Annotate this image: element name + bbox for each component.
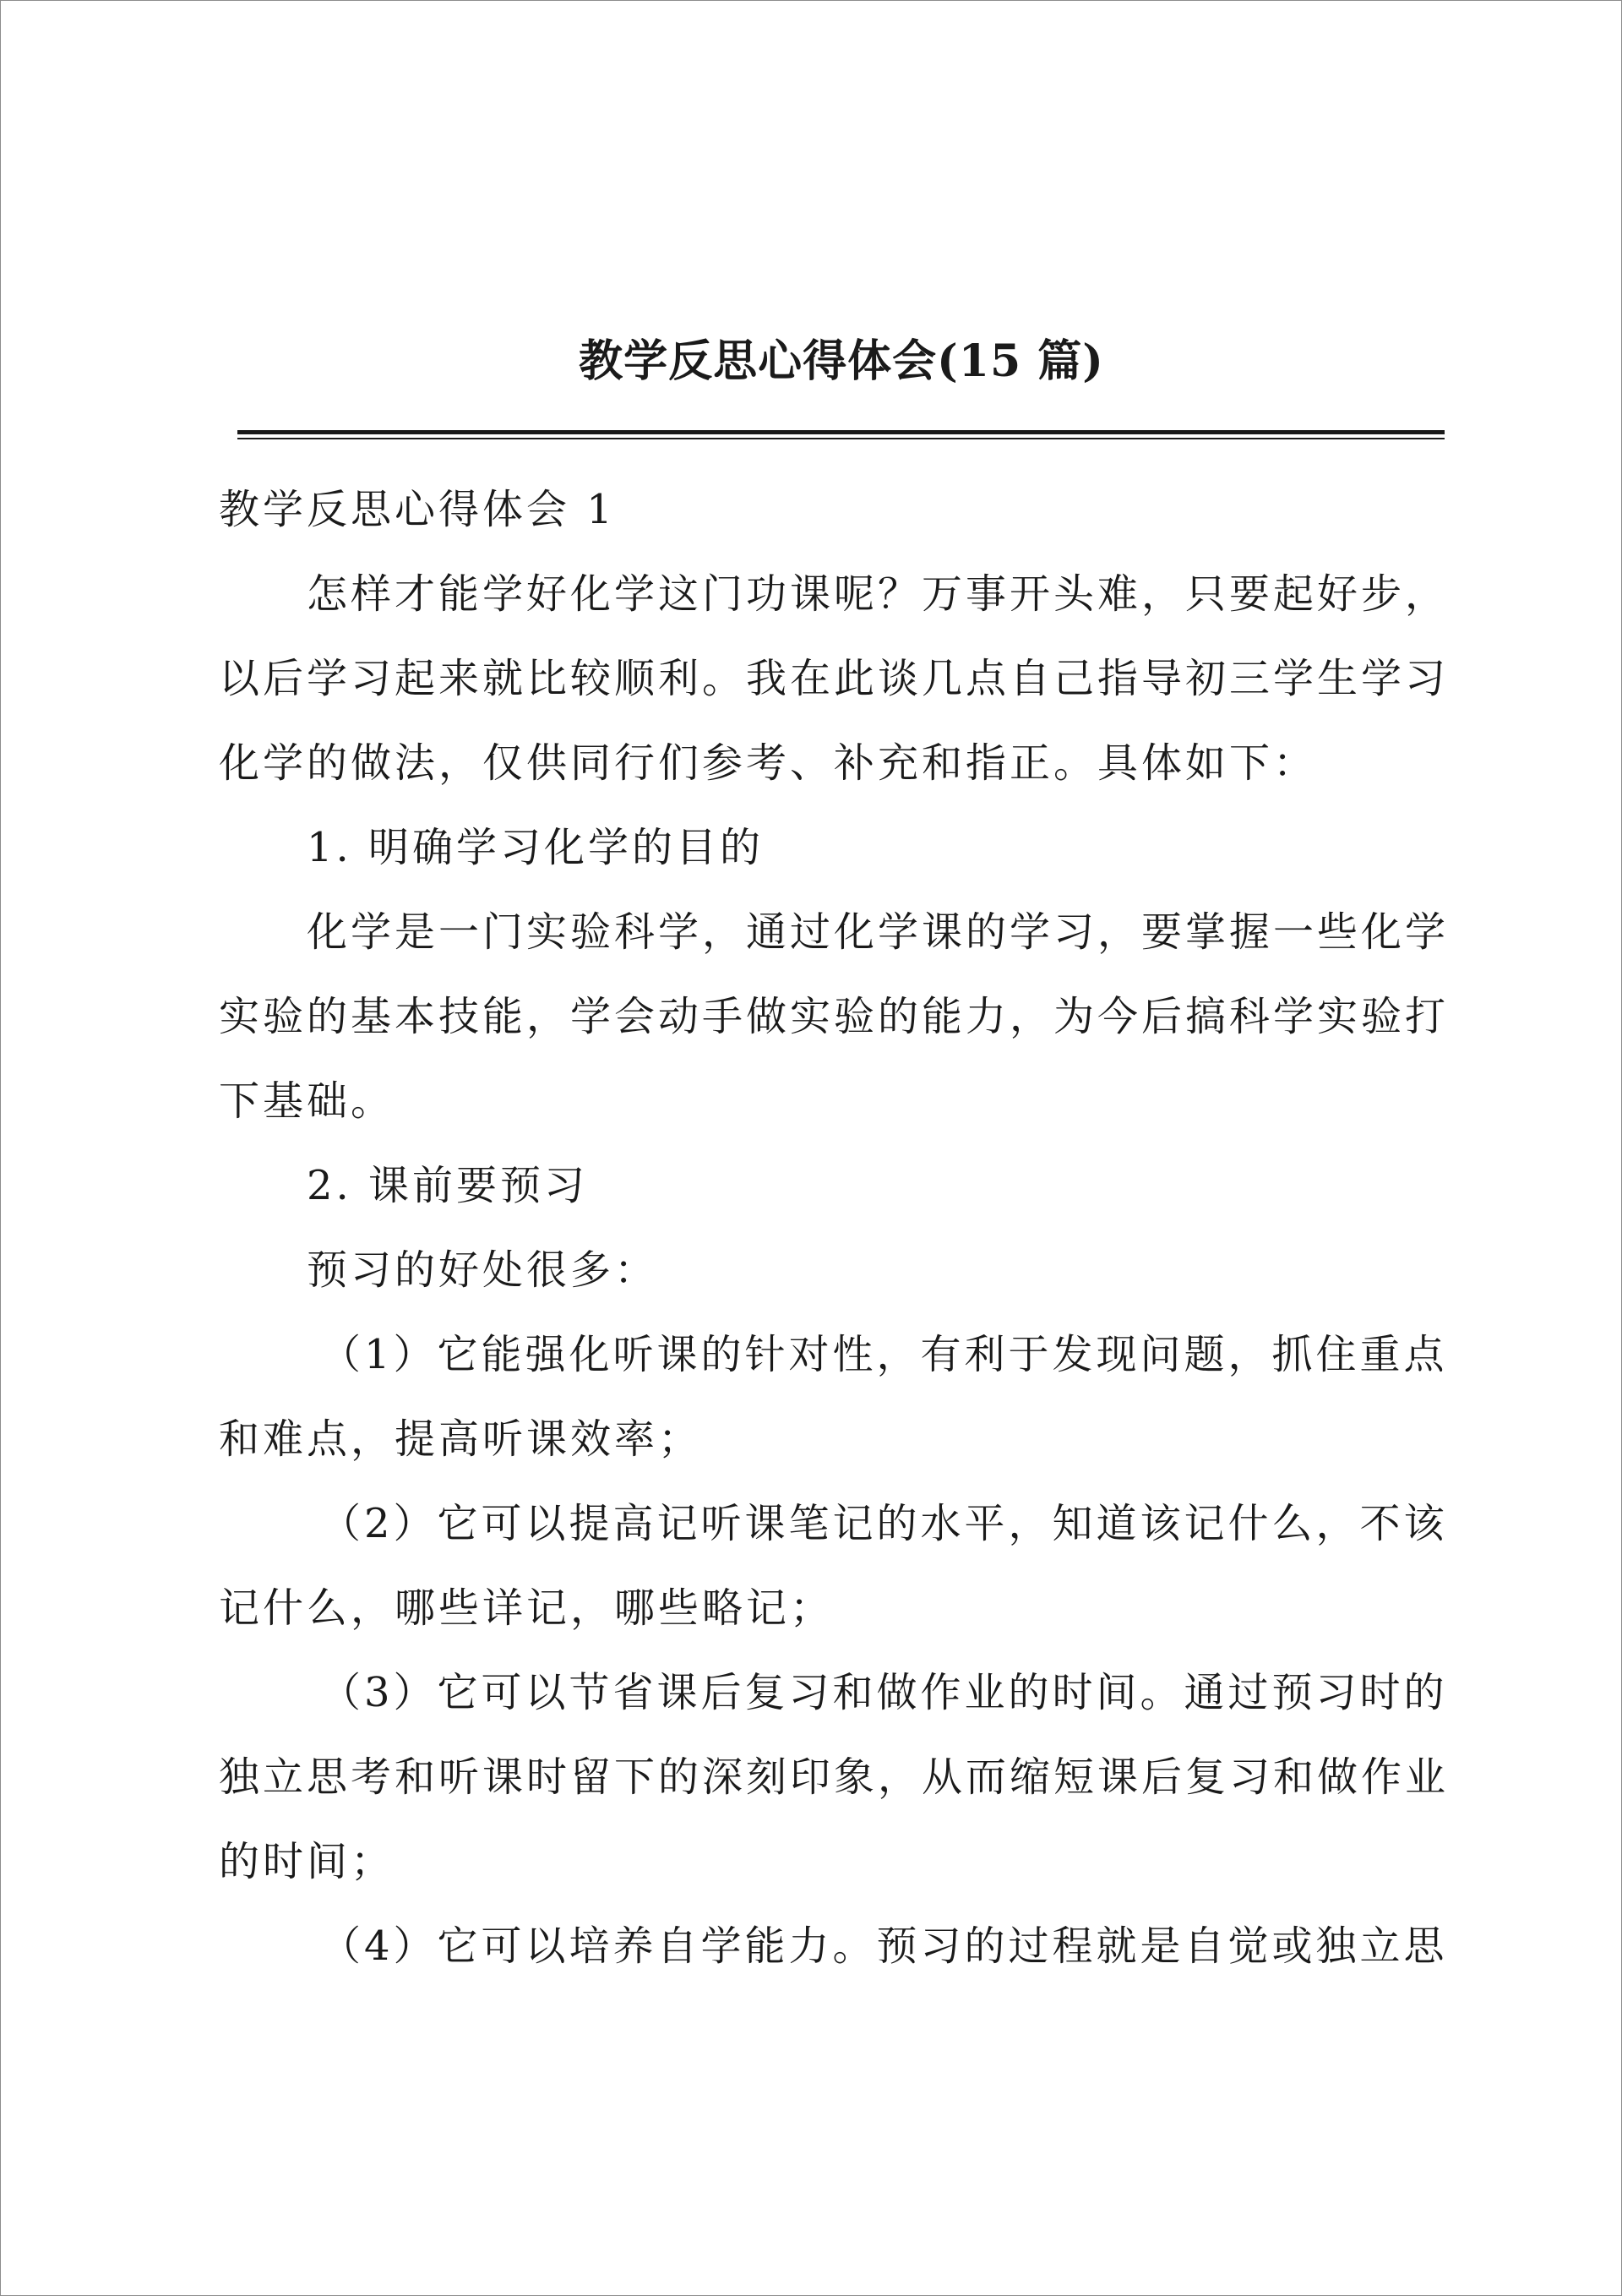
list-item-line: （1）它能强化听课的针对性，有利于发现问题，抓住重点 bbox=[320, 1331, 1448, 1378]
title-rule-thick bbox=[237, 430, 1445, 434]
paragraph-line: 化学是一门实验科学，通过化学课的学习，要掌握一些化学 bbox=[307, 908, 1450, 956]
numbered-heading: 2. 课前要预习 bbox=[307, 1162, 589, 1209]
numbered-heading: 1. 明确学习化学的目的 bbox=[307, 824, 765, 871]
paragraph-line: 实验的基本技能，学会动手做实验的能力，为今后搞科学实验打 bbox=[219, 993, 1450, 1040]
document-body bbox=[219, 467, 1450, 1988]
list-item-line: （3）它可以节省课后复习和做作业的时间。通过预习时的 bbox=[320, 1669, 1448, 1716]
paragraph-line: 预习的好处很多： bbox=[307, 1246, 659, 1294]
paragraph-line: 化学的做法，仅供同行们参考、补充和指正。具体如下： bbox=[219, 739, 1318, 787]
list-item-line: 独立思考和听课时留下的深刻印象，从而缩短课后复习和做作业 bbox=[219, 1753, 1450, 1801]
list-item-line: （2）它可以提高记听课笔记的水平，知道该记什么，不该 bbox=[320, 1500, 1448, 1547]
document-title: 教学反思心得体会(15 篇) bbox=[579, 335, 1104, 387]
paragraph-line: 下基础。 bbox=[219, 1077, 395, 1125]
list-item-line: （4）它可以培养自学能力。预习的过程就是自觉或独立思 bbox=[320, 1922, 1448, 1970]
list-item-line: 的时间； bbox=[219, 1838, 395, 1885]
paragraph-line: 怎样才能学好化学这门功课呢？万事开头难，只要起好步， bbox=[307, 570, 1450, 618]
list-item-line: 记什么，哪些详记，哪些略记； bbox=[219, 1584, 835, 1632]
list-item-line: 和难点，提高听课效率； bbox=[219, 1415, 703, 1463]
paragraph-line: 以后学习起来就比较顺利。我在此谈几点自己指导初三学生学习 bbox=[219, 655, 1450, 702]
title-rule-thin bbox=[237, 438, 1445, 439]
section-heading: 教学反思心得体会 1 bbox=[219, 486, 616, 533]
